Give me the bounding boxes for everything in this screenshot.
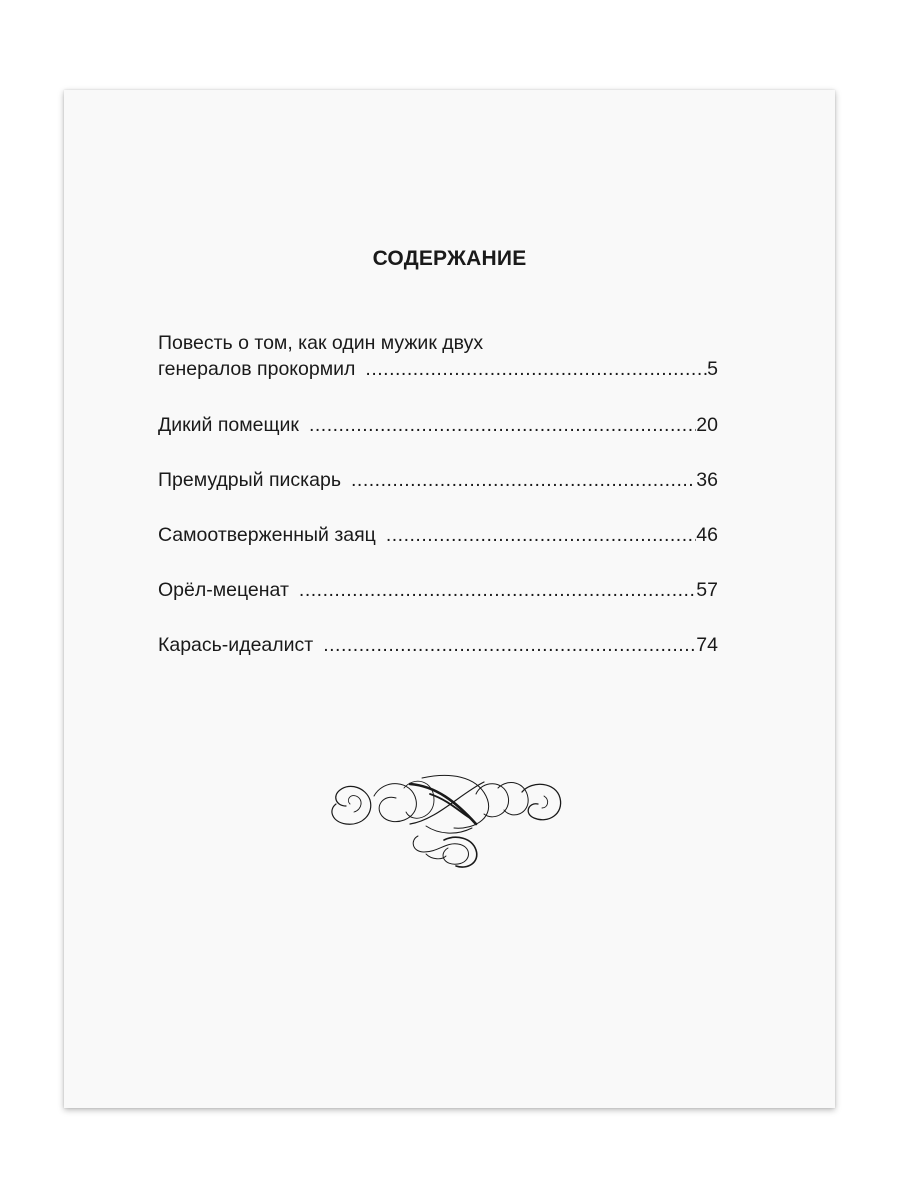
toc-entry-6-page: 74	[696, 634, 718, 656]
dot-leader	[365, 356, 707, 382]
toc-entry-3-line	[158, 467, 718, 493]
dot-leader	[386, 522, 696, 548]
toc-entry-3-page: 36	[696, 469, 718, 491]
toc-entry-4-page: 46	[696, 524, 718, 546]
toc-entry-4	[158, 522, 718, 548]
flourish-ornament-icon	[326, 766, 566, 876]
dot-leader	[323, 632, 696, 658]
toc-entry-2-page: 20	[696, 414, 718, 436]
toc-entry-2	[158, 412, 718, 438]
dot-leader	[351, 467, 696, 493]
toc-entry-3	[158, 467, 718, 493]
toc-entry-1-page: 5	[707, 358, 718, 380]
toc-entry-5-page: 57	[696, 579, 718, 601]
toc-entry-6-label: Карась-идеалист	[158, 634, 314, 656]
toc-entry-4-line	[158, 522, 718, 548]
toc-entry-3-label: Премудрый пискарь	[158, 469, 341, 491]
toc-entry-2-line	[158, 412, 718, 438]
page-title: СОДЕРЖАНИЕ	[372, 247, 527, 270]
toc-entry-4-label: Самоотверженный заяц	[158, 524, 376, 546]
toc-entry-5-line	[158, 577, 718, 603]
toc-entry-1-first-line: Повесть о том, как один мужик двух	[158, 332, 484, 354]
toc-entry-5	[158, 577, 718, 603]
book-page	[64, 90, 835, 1108]
dot-leader	[309, 412, 696, 438]
toc-entry-1-label: генералов прокормил	[158, 358, 356, 380]
toc-entry-5-label: Орёл-меценат	[158, 579, 289, 601]
toc-entry-6	[158, 632, 718, 658]
toc-entry-1	[158, 330, 718, 382]
table-of-contents	[158, 330, 718, 658]
toc-entry-1-line	[158, 356, 718, 382]
toc-entry-2-label: Дикий помещик	[158, 414, 299, 436]
dot-leader	[299, 577, 696, 603]
toc-entry-6-line	[158, 632, 718, 658]
